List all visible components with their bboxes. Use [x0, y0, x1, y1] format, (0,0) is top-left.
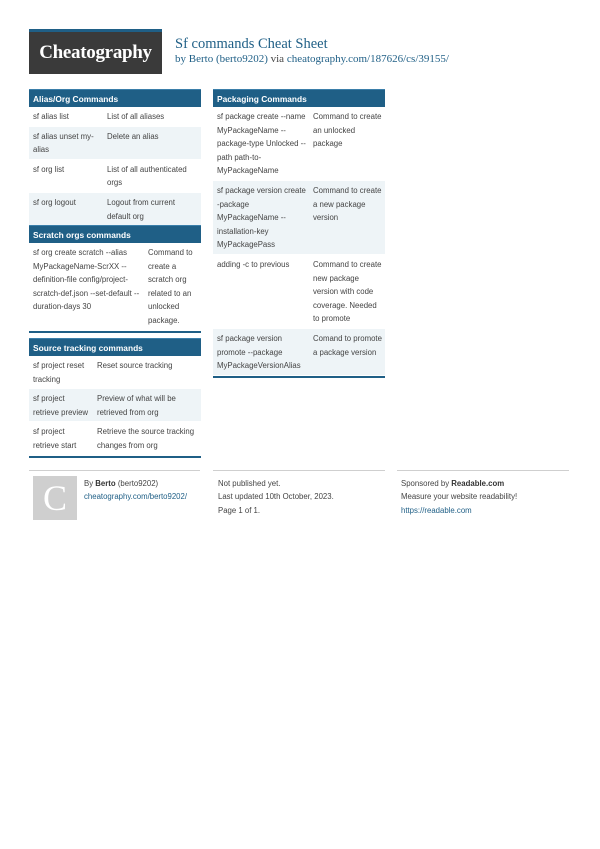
footer-author-name: Berto: [95, 479, 116, 488]
description-cell: List of all authenticated orgs: [107, 164, 187, 188]
table-row: [29, 160, 201, 193]
avatar[interactable]: [33, 476, 77, 520]
description-cell: Comand to promote a package version: [313, 333, 382, 357]
table-row: [213, 255, 385, 329]
description-cell: Delete an alias: [107, 131, 159, 141]
author-link[interactable]: Berto (berto9202): [188, 53, 268, 65]
section-packaging: [213, 89, 385, 378]
description-cell: Retrieve the source tracking changes from org: [97, 427, 195, 450]
footer-page: Page 1 of 1.: [218, 506, 261, 515]
description-cell: Command to create a new package version: [313, 185, 382, 223]
footer-updated: Last updated 10th October, 2023.: [218, 492, 334, 501]
description-cell: Command to create an unlocked package: [313, 112, 382, 149]
command-cell: sf project retrieve preview: [33, 394, 89, 417]
section-body: [29, 243, 201, 333]
table-row: [29, 389, 201, 422]
footer-divider: [29, 470, 200, 471]
table-row: [213, 181, 385, 255]
table-row: [213, 329, 385, 376]
sponsor-url[interactable]: https://readable.com: [401, 506, 472, 515]
command-cell: sf project retrieve start: [33, 427, 77, 450]
section-scratch-orgs: [29, 225, 201, 333]
footer-divider: [397, 470, 569, 471]
avatar-letter: C: [42, 478, 67, 518]
description-cell: Logout from current default org: [107, 197, 176, 221]
sheet-url-link[interactable]: cheatography.com/187626/cs/39155/: [286, 53, 449, 65]
table-row: [29, 422, 201, 455]
section-alias-org: [29, 89, 201, 228]
footer-sponsor: [401, 477, 504, 491]
description-cell: List of all aliases: [107, 112, 165, 121]
description-cell: Command to create a scratch org related to an unlocked package.: [148, 248, 193, 325]
section-title: Scratch orgs commands: [29, 225, 201, 243]
section-title: Source tracking commands: [29, 338, 201, 356]
command-cell: sf package create --name MyPackageName --package-type Unlocked --path path-to-MyPackageName: [217, 112, 306, 176]
byline: [175, 53, 449, 65]
command-cell: sf alias list: [33, 112, 69, 121]
command-cell: sf org create scratch --alias MyPackageName-ScrXX --definition-file config/project-scratch-def.json --set-default --duration-days 30: [33, 248, 140, 312]
byline-by: by: [175, 53, 186, 65]
command-cell: sf org list: [33, 164, 65, 174]
sponsor-prefix: Sponsored by: [401, 479, 450, 488]
table-row: [29, 107, 201, 127]
section-body: [29, 107, 201, 228]
footer-author-handle: (berto9202): [117, 479, 159, 488]
logo-text: Cheatography: [39, 42, 152, 63]
footer-author-url[interactable]: cheatography.com/berto9202/: [84, 492, 188, 501]
cheatography-logo[interactable]: [29, 29, 162, 74]
section-body: [29, 356, 201, 458]
page-title: Sf commands Cheat Sheet: [175, 36, 328, 52]
command-cell: sf project reset tracking: [33, 361, 85, 384]
command-cell: sf package version create -package MyPackageName --installation-key MyPackagePass: [217, 185, 306, 250]
footer-author: [84, 477, 158, 491]
command-cell: adding -c to previous: [217, 259, 290, 269]
footer-published: Not published yet.: [218, 479, 281, 488]
command-cell: sf org logout: [33, 197, 76, 207]
footer-divider: [213, 470, 385, 471]
section-body: [213, 107, 385, 378]
command-cell: sf package version promote --package MyPackageVersionAlias: [217, 333, 301, 371]
footer-by: By: [84, 479, 94, 488]
byline-via: via: [270, 53, 285, 65]
description-cell: Preview of what will be retrieved from org: [97, 394, 176, 417]
table-row: [29, 243, 201, 331]
table-row: [29, 356, 201, 389]
table-row: [29, 127, 201, 160]
section-title: Packaging Commands: [213, 89, 385, 107]
description-cell: Reset source tracking: [97, 361, 173, 370]
sponsor-name[interactable]: Readable.com: [451, 479, 505, 488]
description-cell: Command to create new package version with code coverage. Needed to promote: [313, 259, 382, 324]
section-source-tracking: [29, 338, 201, 458]
section-title: Alias/Org Commands: [29, 89, 201, 107]
table-row: [29, 193, 201, 226]
table-row: [213, 107, 385, 181]
sponsor-tagline: Measure your website readability!: [401, 492, 518, 501]
command-cell: sf alias unset my-alias: [33, 131, 94, 155]
